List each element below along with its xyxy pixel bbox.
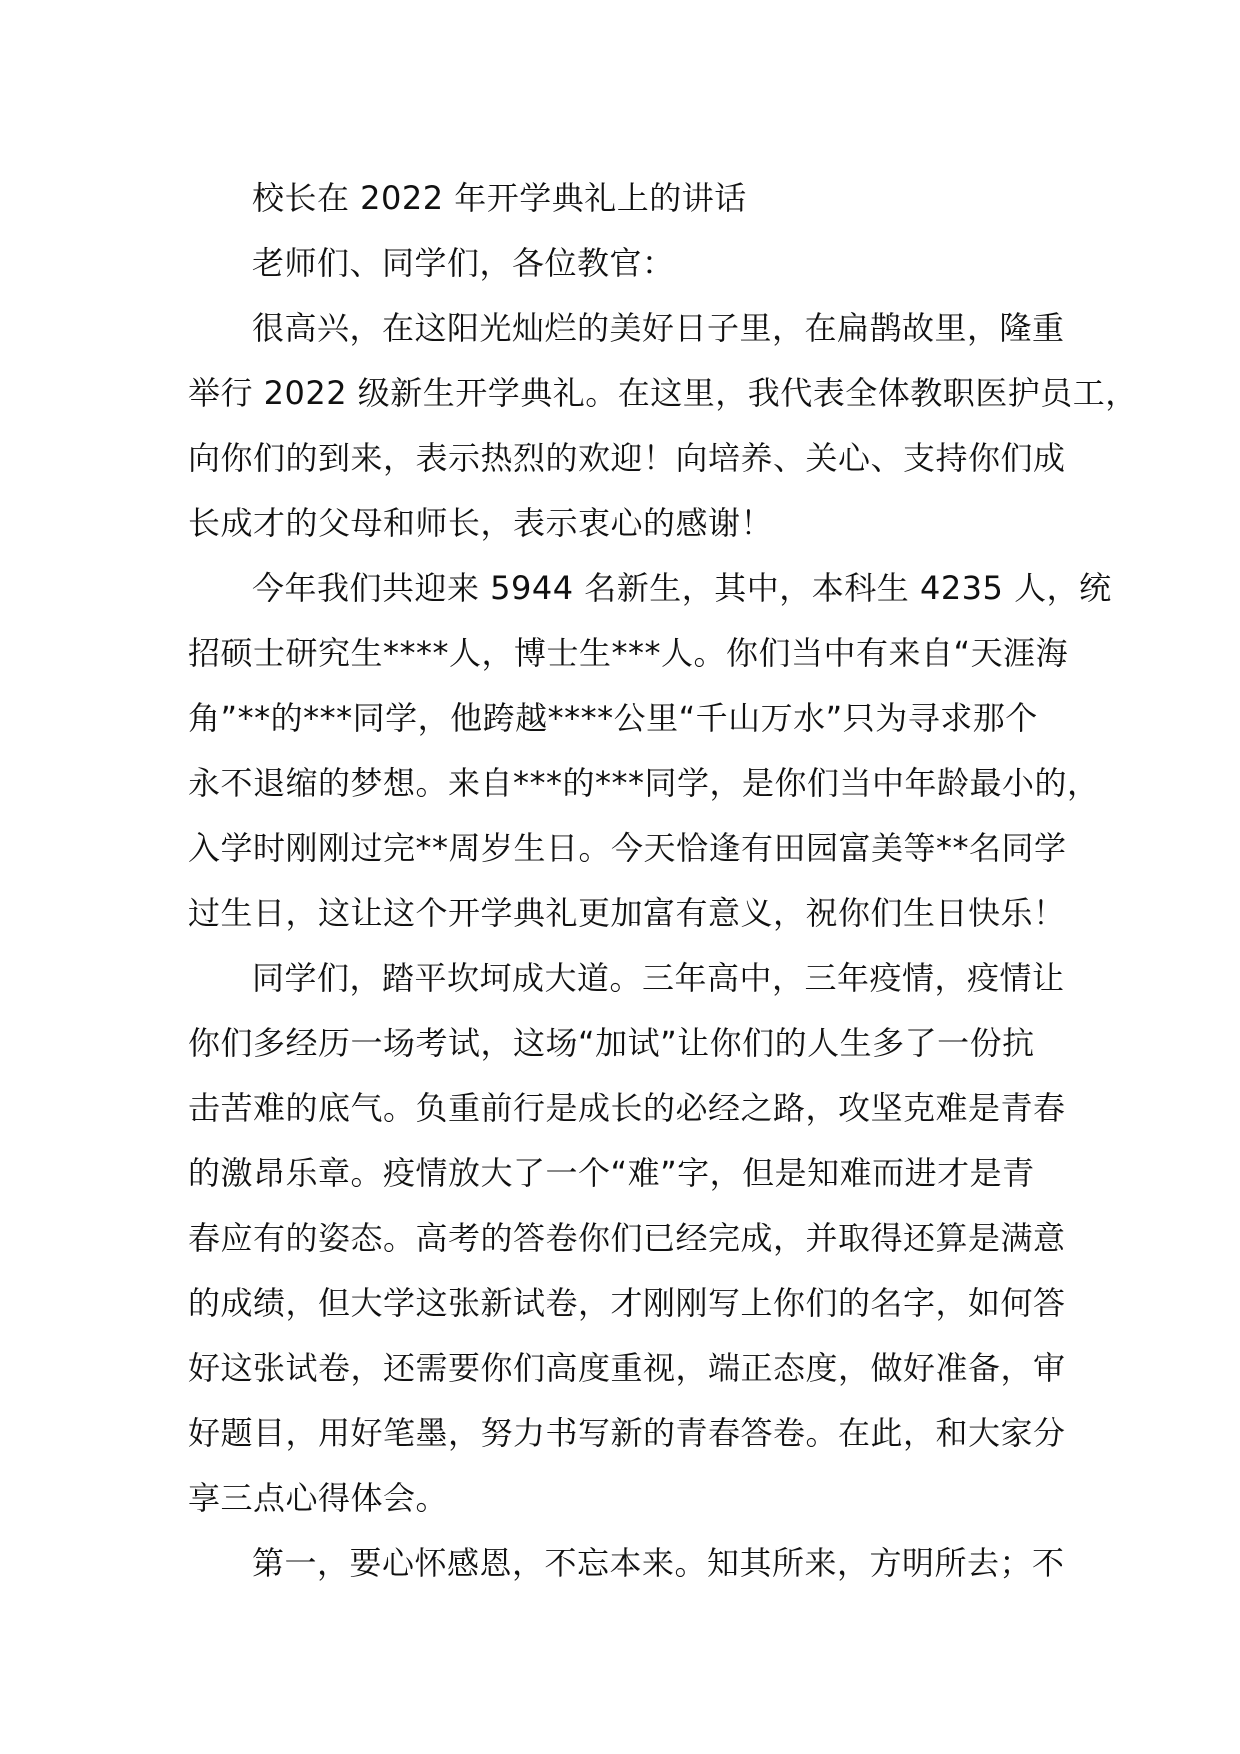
text-line: 入学时刚刚过完**周岁生日。今天恰逢有田园富美等**名同学 [188, 829, 1067, 867]
text-line: 的激昂乐章。疫情放大了一个“难”字，但是知难而进才是青 [188, 1154, 1035, 1192]
text-line: 长成才的父母和师长，表示衷心的感谢！ [188, 504, 774, 542]
text-line: 击苦难的底气。负重前行是成长的必经之路，攻坚克难是青春 [188, 1089, 1066, 1127]
document-body [188, 166, 1138, 1596]
text-line: 你们多经历一场考试，这场“加试”让你们的人生多了一份抗 [188, 1024, 1035, 1062]
text-line: 好这张试卷，还需要你们高度重视，端正态度，做好准备，审 [188, 1349, 1066, 1387]
text-line: 老师们、同学们，各位教官： [252, 244, 675, 282]
text-line: 春应有的姿态。高考的答卷你们已经完成，并取得还算是满意 [188, 1219, 1066, 1257]
text-line: 的成绩，但大学这张新试卷，才刚刚写上你们的名字，如何答 [188, 1284, 1066, 1322]
text-line: 向你们的到来，表示热烈的欢迎！向培养、关心、支持你们成 [188, 439, 1066, 477]
text-line: 举行 2022 级新生开学典礼。在这里，我代表全体教职医护员工， [188, 374, 1138, 412]
text-line: 今年我们共迎来 5944 名新生，其中，本科生 4235 人，统 [252, 569, 1112, 607]
paragraph-lines [188, 231, 1138, 1596]
document-title: 校长在 2022 年开学典礼上的讲话 [252, 179, 747, 217]
text-line: 招硕士研究生****人，博士生***人。你们当中有来自“天涯海 [188, 634, 1069, 672]
text-line: 第一，要心怀感恩，不忘本来。知其所来，方明所去；不 [252, 1544, 1065, 1582]
text-line: 享三点心得体会。 [188, 1479, 449, 1517]
text-line: 很高兴，在这阳光灿烂的美好日子里，在扁鹊故里，隆重 [252, 309, 1065, 347]
text-line: 角”**的***同学，他跨越****公里“千山万水”只为寻求那个 [188, 699, 1038, 737]
text-line: 同学们，踏平坎坷成大道。三年高中，三年疫情，疫情让 [252, 959, 1065, 997]
text-line: 过生日，这让这个开学典礼更加富有意义，祝你们生日快乐！ [188, 894, 1066, 932]
text-line: 永不退缩的梦想。来自***的***同学，是你们当中年龄最小的， [188, 764, 1100, 802]
text-line: 好题目，用好笔墨，努力书写新的青春答卷。在此，和大家分 [188, 1414, 1066, 1452]
